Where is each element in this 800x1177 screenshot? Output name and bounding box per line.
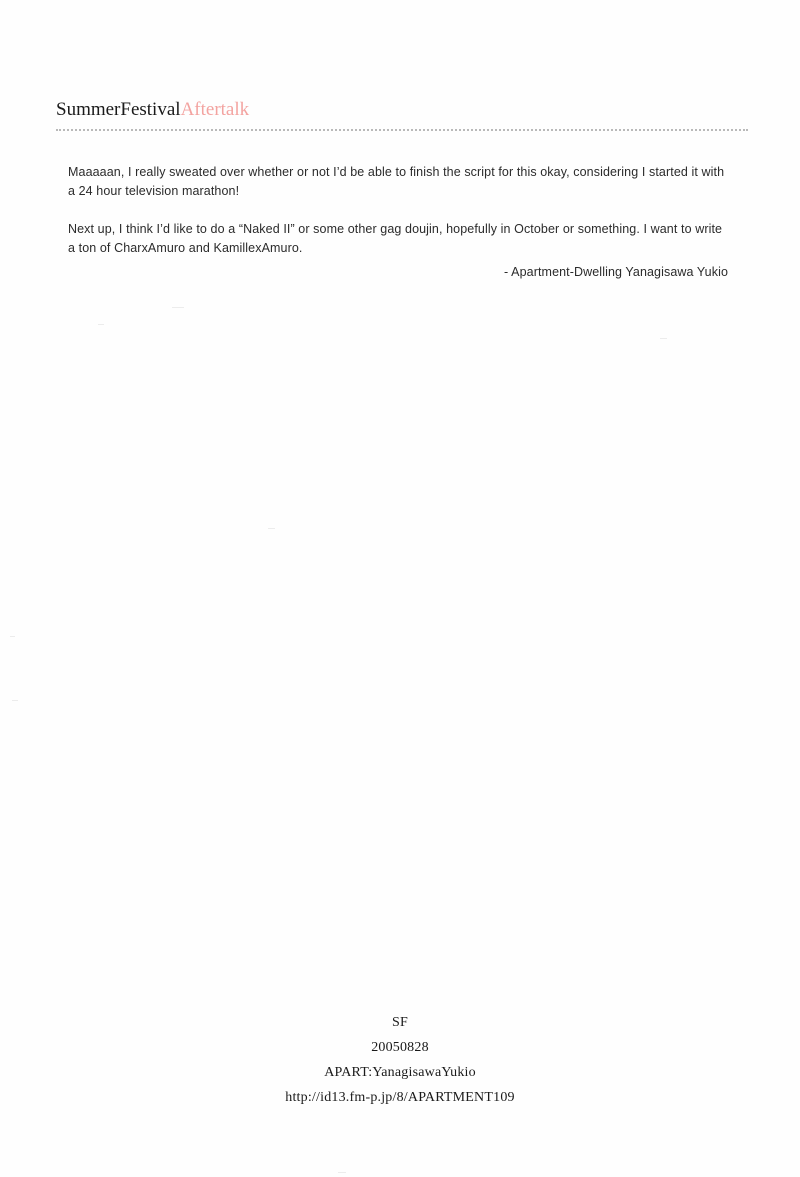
afterword-text bbox=[68, 163, 728, 259]
page-title-accent: Aftertalk bbox=[180, 99, 250, 120]
scan-speck bbox=[10, 636, 15, 637]
scan-speck bbox=[172, 307, 184, 308]
scan-speck bbox=[660, 338, 667, 339]
paragraph-2: Next up, I think I’d like to do a “Naked II” or some other gag doujin, hopefully in October or something. I want to write a ton of CharxAmuro and KamillexAmuro. bbox=[68, 221, 723, 256]
page-title-main: SummerFestival bbox=[56, 99, 181, 120]
scan-speck bbox=[98, 324, 104, 325]
scan-speck bbox=[338, 1172, 346, 1173]
colophon bbox=[0, 1010, 800, 1110]
colophon-line-2: 20050828 bbox=[371, 1040, 429, 1055]
colophon-url: http://id13.fm-p.jp/8/APARTMENT109 bbox=[285, 1090, 515, 1105]
colophon-line-1: SF bbox=[392, 1015, 408, 1030]
author-signature: - Apartment-Dwelling Yanagisawa Yukio bbox=[504, 265, 728, 279]
dotted-divider bbox=[56, 129, 748, 133]
page-title bbox=[56, 100, 249, 121]
colophon-line-3: APART:YanagisawaYukio bbox=[324, 1065, 476, 1080]
scan-speck bbox=[268, 528, 275, 529]
scan-speck bbox=[12, 700, 18, 701]
paragraph-1: Maaaaan, I really sweated over whether or not I’d be able to finish the script for this okay, considering I started it with a 24 hour television marathon! bbox=[68, 165, 725, 199]
